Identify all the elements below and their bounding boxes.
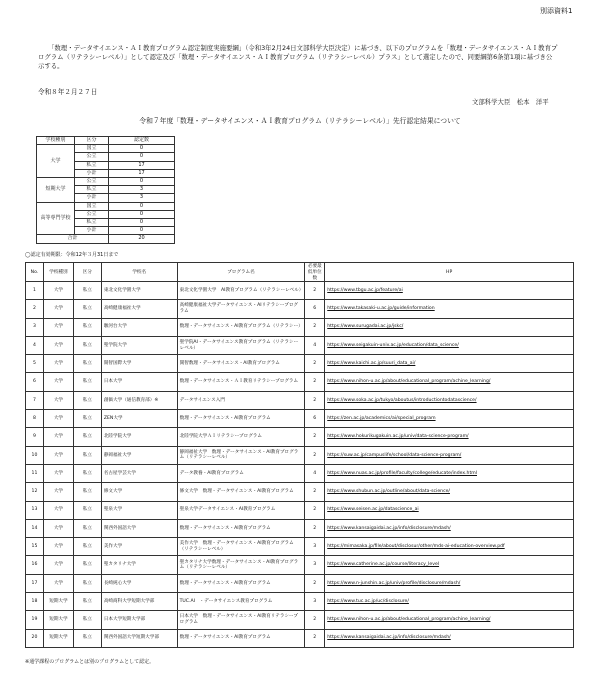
hp-link[interactable]: https://www.tbgu.ac.jp/feature/ai — [325, 282, 574, 300]
category: 私立 — [73, 574, 101, 592]
min-credits: 3 — [305, 538, 325, 556]
table-row — [26, 373, 574, 391]
category: 私立 — [73, 300, 101, 318]
school-name: 駿河台大学 — [101, 318, 177, 336]
school-type: 大学 — [43, 373, 73, 391]
program-name: 数理・データサイエンス・ＡＩ教育リテラシープログラム — [177, 373, 305, 391]
intro-paragraph: 「数理・データサイエンス・ＡＩ教育プログラム認定制度実施要綱」（令和3年2月24日文部科学大臣決定）に基づき、以下のプログラムを「数理・データサイエンス・ＡＩ教育プログラム（リテラシーレベル）」として認定及び「数理・データサイエンス・ＡＩ教育プログラム（リテラシーレベル）プラス」として選定したので、同要綱第6条第1項に基づき公示する。 — [38, 44, 558, 70]
count-cell: 17 — [109, 169, 175, 177]
category-cell: 小計 — [75, 169, 109, 177]
school-type: 大学 — [43, 446, 73, 464]
category: 私立 — [73, 373, 101, 391]
table-row — [26, 428, 574, 446]
school-type: 短期大学 — [43, 611, 73, 629]
category: 私立 — [73, 611, 101, 629]
summary-header: 区分 — [75, 137, 109, 145]
school-type: 大学 — [43, 501, 73, 519]
validity-note: ◯認定有効期限：令和12年３月31日まで — [25, 252, 119, 258]
category: 私立 — [73, 464, 101, 482]
category-cell: 私立 — [75, 186, 109, 194]
program-name: 数理・データサイエンス・AI教育プログラム（リテラシー） — [177, 318, 305, 336]
count-cell: 0 — [109, 219, 175, 227]
category-cell: 公立 — [75, 153, 109, 161]
summary-table — [36, 136, 175, 244]
hp-link[interactable]: https://mimasaka.jp/file/about/disclosur/other/mds-ai-education-overview.pdf — [325, 538, 574, 556]
program-name: 数理・データサイエンス・AI教育プログラム — [177, 519, 305, 537]
min-credits: 3 — [305, 556, 325, 574]
hp-link[interactable]: https://www.kansaigaidai.ac.jp/info/disclosure/mdash/ — [325, 519, 574, 537]
summary-total-row — [37, 235, 175, 243]
school-type: 大学 — [43, 538, 73, 556]
document-title: 令和７年度「数理・データサイエンス・ＡＩ教育プログラム（リテラシーレベル）」先行認定結果について — [139, 117, 461, 125]
program-name: 数理・データサイエンス・AI教育プログラム — [177, 574, 305, 592]
list-header: 区分 — [73, 263, 101, 282]
table-row — [26, 282, 574, 300]
program-name: 聖学院AI・データサイエンス教育プログラム（リテラシーレベル） — [177, 336, 305, 354]
table-row — [26, 519, 574, 537]
list-header: 学校種別 — [43, 263, 73, 282]
list-header: プログラム名 — [177, 263, 305, 282]
row-number: 6 — [26, 373, 44, 391]
row-number: 1 — [26, 282, 44, 300]
school-type: 大学 — [43, 519, 73, 537]
school-name: 創価大学（通信教育部）※ — [101, 391, 177, 409]
list-header-row — [26, 263, 574, 282]
min-credits: 2 — [305, 501, 325, 519]
category-cell: 国立 — [75, 202, 109, 210]
row-number: 10 — [26, 446, 44, 464]
count-cell: 0 — [109, 145, 175, 153]
hp-link[interactable]: https://suw.ac.jp/campuslife/school/data-science-program/ — [325, 446, 574, 464]
min-credits: 2 — [305, 519, 325, 537]
program-name: 修文大学 数理・データサイエンス・AI教育プログラム — [177, 483, 305, 501]
count-cell: 3 — [109, 186, 175, 194]
min-credits: 2 — [305, 282, 325, 300]
notice-date: 令和８年２月２７日 — [38, 88, 98, 96]
program-name: TUC.AI ・データサイエンス教育プログラム — [177, 593, 305, 611]
school-name: 北陸学院大学 — [101, 428, 177, 446]
hp-link[interactable]: https://www.tuc.ac.jp/uc/disclosure/ — [325, 593, 574, 611]
school-name: 聖泉大学 — [101, 501, 177, 519]
category: 私立 — [73, 355, 101, 373]
program-name: 日本大学 数理・データサイエンス・AI教育リテラシープログラム — [177, 611, 305, 629]
school-type: 大学 — [43, 410, 73, 428]
count-cell: 0 — [109, 178, 175, 186]
hp-link[interactable]: https://www.kansaigaidai.ac.jp/info/disclosure/mdash/ — [325, 629, 574, 647]
row-number: 2 — [26, 300, 44, 318]
category: 私立 — [73, 410, 101, 428]
category: 私立 — [73, 556, 101, 574]
table-row — [26, 410, 574, 428]
count-cell: 17 — [109, 161, 175, 169]
school-name: 美作大学 — [101, 538, 177, 556]
min-credits: 6 — [305, 300, 325, 318]
program-name: データサイエンス入門 — [177, 391, 305, 409]
minister-signature: 文部科学大臣 松本 洋平 — [472, 98, 549, 106]
row-number: 5 — [26, 355, 44, 373]
school-name: 修文大学 — [101, 483, 177, 501]
min-credits: 3 — [305, 593, 325, 611]
school-type-cell: 大学 — [37, 145, 75, 178]
list-header: 学校名 — [101, 263, 177, 282]
school-name: 長崎純心大学 — [101, 574, 177, 592]
hp-link[interactable]: https://www.catherine.ac.jp/course/literacy_level — [325, 556, 574, 574]
category-cell: 私立 — [75, 161, 109, 169]
school-type: 大学 — [43, 336, 73, 354]
row-number: 3 — [26, 318, 44, 336]
category: 私立 — [73, 391, 101, 409]
min-credits: 2 — [305, 629, 325, 647]
count-cell: 0 — [109, 227, 175, 235]
table-row — [26, 318, 574, 336]
table-row — [26, 629, 574, 647]
summary-header: 学校種別 — [37, 137, 75, 145]
row-number: 13 — [26, 501, 44, 519]
min-credits: 2 — [305, 428, 325, 446]
row-number: 4 — [26, 336, 44, 354]
min-credits: 2 — [305, 574, 325, 592]
school-type: 大学 — [43, 300, 73, 318]
category-cell: 小計 — [75, 194, 109, 202]
program-list-table — [25, 262, 574, 648]
program-name: 美作大学 数理・データサイエンス・AI教育プログラム（リテラシーレベル） — [177, 538, 305, 556]
table-row — [26, 336, 574, 354]
hp-link[interactable]: https://www.surugadai.ac.jp/jskc/ — [325, 318, 574, 336]
list-header: HP — [325, 263, 574, 282]
program-name: 北陸学院大学ＡＩリテラシープログラム — [177, 428, 305, 446]
program-name: 開智数理・データサイエンス・AI教育プログラム — [177, 355, 305, 373]
row-number: 20 — [26, 629, 44, 647]
program-name: 聖カタリナ大学数理・データサイエンス・AI教育プログラム（リテラシーレベル） — [177, 556, 305, 574]
category: 私立 — [73, 428, 101, 446]
school-name: 高崎健康福祉大学 — [101, 300, 177, 318]
category: 私立 — [73, 446, 101, 464]
row-number: 8 — [26, 410, 44, 428]
attachment-label: 別添資料1 — [540, 7, 573, 15]
min-credits: 2 — [305, 318, 325, 336]
category: 私立 — [73, 483, 101, 501]
hp-link[interactable]: https://www.seigakuin-univ.ac.jp/education/data_science/ — [325, 336, 574, 354]
hp-link[interactable]: https://www.nihon-u.ac.jp/about/educational_program/achine_learning/ — [325, 373, 574, 391]
row-number: 16 — [26, 556, 44, 574]
list-header: 必要最低単位数 — [305, 263, 325, 282]
school-name: 日本大学短期大学部 — [101, 611, 177, 629]
school-type: 大学 — [43, 391, 73, 409]
category: 私立 — [73, 318, 101, 336]
school-type: 大学 — [43, 464, 73, 482]
school-name: 聖カタリナ大学 — [101, 556, 177, 574]
hp-link[interactable]: https://zen.ac.jp/academics/ai/special_program — [325, 410, 574, 428]
row-number: 19 — [26, 611, 44, 629]
count-cell: 0 — [109, 202, 175, 210]
min-credits: 4 — [305, 336, 325, 354]
school-type-cell: 高等専門学校 — [37, 202, 75, 235]
summary-row — [37, 145, 175, 153]
hp-link[interactable]: https://www.kaichi.ac.jp/suuri_data_ai/ — [325, 355, 574, 373]
category: 私立 — [73, 519, 101, 537]
table-row — [26, 593, 574, 611]
school-type: 大学 — [43, 483, 73, 501]
category: 私立 — [73, 538, 101, 556]
school-type: 大学 — [43, 574, 73, 592]
school-type: 大学 — [43, 318, 73, 336]
program-name: 高崎健康福祉大学データサイエンス・AIリテラシープログラム — [177, 300, 305, 318]
program-name: 数理・データサイエンス・AI教育プログラム — [177, 410, 305, 428]
row-number: 18 — [26, 593, 44, 611]
table-row — [26, 556, 574, 574]
school-type: 大学 — [43, 428, 73, 446]
school-name: 関西外国語大学短期大学部 — [101, 629, 177, 647]
table-row — [26, 300, 574, 318]
table-row — [26, 483, 574, 501]
hp-link[interactable]: https://www.shubun.ac.jp/outline/about/data-science/ — [325, 483, 574, 501]
school-type: 大学 — [43, 355, 73, 373]
row-number: 14 — [26, 519, 44, 537]
category: 私立 — [73, 629, 101, 647]
category-cell: 公立 — [75, 178, 109, 186]
hp-link[interactable]: https://www.takasaki-u.ac.jp/guide/information — [325, 300, 574, 318]
category: 私立 — [73, 501, 101, 519]
hp-link[interactable]: https://www.nuas.ac.jp/profile/faculty/college/educate/index.html — [325, 464, 574, 482]
category-cell: 小計 — [75, 227, 109, 235]
program-name: 静岡福祉大学 数理・データサイエンス・AI教育プログラム（リテラシーレベル） — [177, 446, 305, 464]
summary-row — [37, 178, 175, 186]
category-cell: 私立 — [75, 219, 109, 227]
hp-link[interactable]: https://www.soka.ac.jp/tukyo/aboutus/introductiontodatascience/ — [325, 391, 574, 409]
min-credits: 2 — [305, 391, 325, 409]
min-credits: 6 — [305, 410, 325, 428]
school-name: 開智国際大学 — [101, 355, 177, 373]
school-name: 東北文化学園大学 — [101, 282, 177, 300]
count-cell: 3 — [109, 194, 175, 202]
table-row — [26, 464, 574, 482]
table-row — [26, 574, 574, 592]
min-credits: 4 — [305, 464, 325, 482]
min-credits: 2 — [305, 483, 325, 501]
school-type: 大学 — [43, 282, 73, 300]
min-credits: 2 — [305, 373, 325, 391]
table-row — [26, 611, 574, 629]
category: 私立 — [73, 336, 101, 354]
school-name: 聖学院大学 — [101, 336, 177, 354]
hp-link[interactable]: https://www.seisen.ac.jp/datascience_ai — [325, 501, 574, 519]
hp-link[interactable]: https://www.n-junshin.ac.jp/univ/profile/disclosure/mdash/ — [325, 574, 574, 592]
total-label: 合計 — [37, 235, 109, 243]
hp-link[interactable]: https://www.hokurikugakuin.ac.jp/univ/data-science-program/ — [325, 428, 574, 446]
program-name: 数理・データサイエンス・AI教育プログラム — [177, 629, 305, 647]
school-name: 日本大学 — [101, 373, 177, 391]
table-row — [26, 355, 574, 373]
school-type: 短期大学 — [43, 593, 73, 611]
list-header: No. — [26, 263, 44, 282]
row-number: 15 — [26, 538, 44, 556]
program-name: 東北文化学園大学 AI教育プログラム（リテラシーレベル） — [177, 282, 305, 300]
summary-header-row — [37, 137, 175, 145]
school-name: 高崎商科大学短期大学部 — [101, 593, 177, 611]
min-credits: 2 — [305, 446, 325, 464]
min-credits: 2 — [305, 611, 325, 629]
table-row — [26, 538, 574, 556]
school-name: ZEN大学 — [101, 410, 177, 428]
row-number: 12 — [26, 483, 44, 501]
row-number: 9 — [26, 428, 44, 446]
school-name: 静岡福祉大学 — [101, 446, 177, 464]
table-row — [26, 501, 574, 519]
footnote: ※通学課程のプログラムとは別のプログラムとして認定。 — [25, 659, 155, 665]
row-number: 11 — [26, 464, 44, 482]
table-row — [26, 391, 574, 409]
count-cell: 0 — [109, 210, 175, 218]
row-number: 7 — [26, 391, 44, 409]
summary-header: 認定数 — [109, 137, 175, 145]
category: 私立 — [73, 282, 101, 300]
row-number: 17 — [26, 574, 44, 592]
category-cell: 公立 — [75, 210, 109, 218]
program-name: データ教養・AI教育プログラム — [177, 464, 305, 482]
min-credits: 2 — [305, 355, 325, 373]
school-type-cell: 短期大学 — [37, 178, 75, 203]
hp-link[interactable]: https://www.nihon-u.ac.jp/about/educational_program/achine_learning/ — [325, 611, 574, 629]
total-value: 20 — [109, 235, 175, 243]
category: 私立 — [73, 593, 101, 611]
summary-row — [37, 202, 175, 210]
school-type: 短期大学 — [43, 629, 73, 647]
school-name: 名古屋学芸大学 — [101, 464, 177, 482]
table-row — [26, 446, 574, 464]
school-name: 関西外国語大学 — [101, 519, 177, 537]
school-type: 大学 — [43, 556, 73, 574]
category-cell: 国立 — [75, 145, 109, 153]
program-name: 聖泉大学データサイエンス・AI教育プログラム — [177, 501, 305, 519]
count-cell: 0 — [109, 153, 175, 161]
